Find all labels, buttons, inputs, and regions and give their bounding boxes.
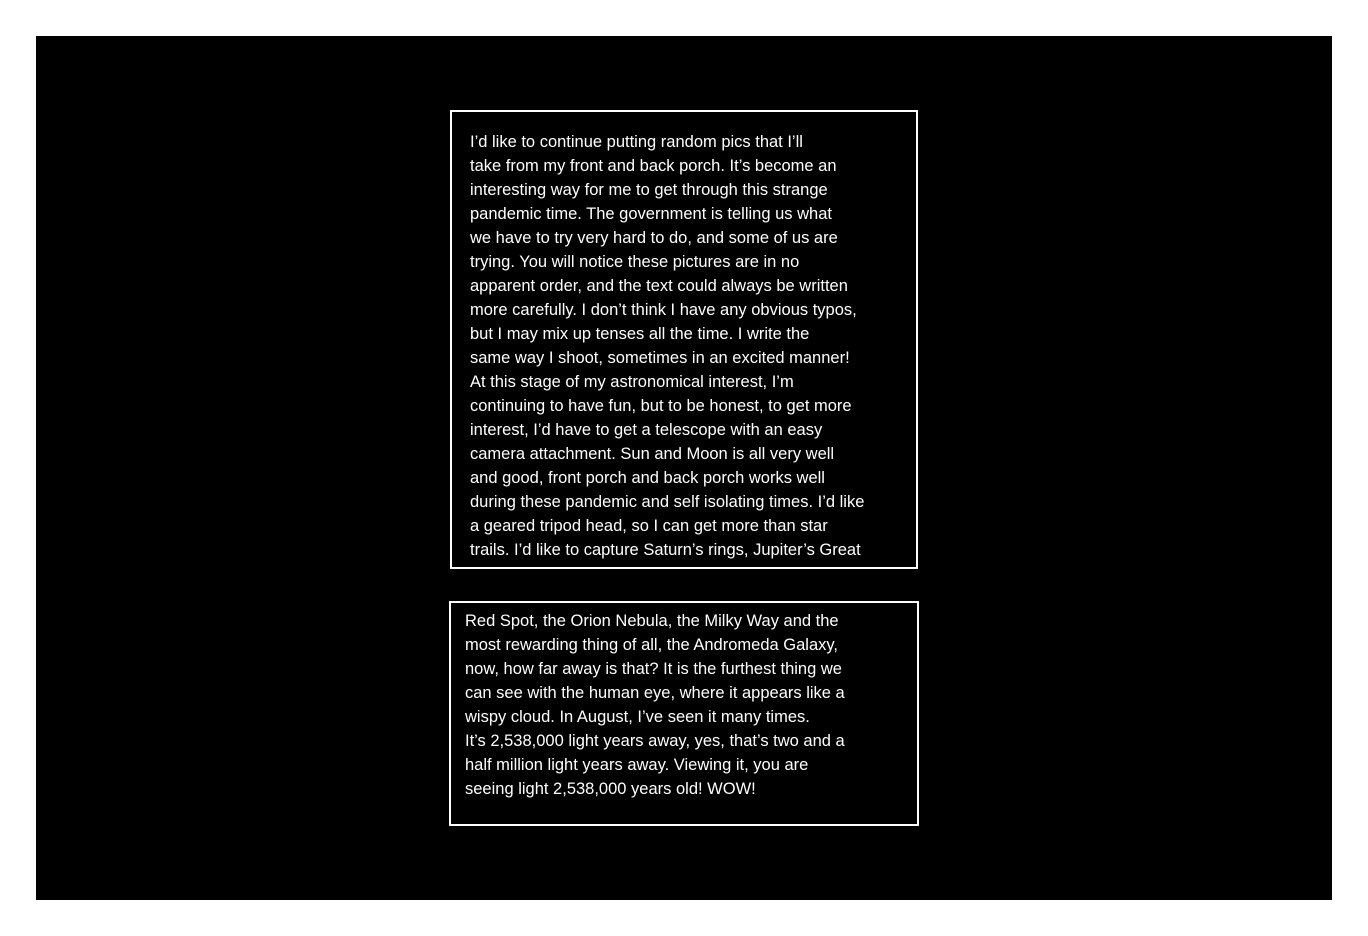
text-line: can see with the human eye, where it appears like a [465, 684, 845, 702]
text-line: take from my front and back porch. It’s become an [470, 157, 837, 175]
text-line: It’s 2,538,000 light years away, yes, that’s two and a [465, 732, 845, 750]
text-line: now, how far away is that? It is the furthest thing we [465, 660, 842, 678]
text-box-lower [449, 601, 919, 826]
text-line: camera attachment. Sun and Moon is all very well [470, 445, 835, 463]
text-line: a geared tripod head, so I can get more than star [470, 517, 828, 535]
text-line: trails. I’d like to capture Saturn’s rings, Jupiter’s Great [470, 541, 861, 559]
text-line: apparent order, and the text could always be written [470, 277, 848, 295]
text-line: Red Spot, the Orion Nebula, the Milky Way and the [465, 612, 839, 630]
text-line: during these pandemic and self isolating times. I’d like [470, 493, 865, 511]
text-box-upper [450, 110, 918, 569]
text-line: interest, I’d have to get a telescope with an easy [470, 421, 823, 439]
text-line: trying. You will notice these pictures are in no [470, 253, 800, 271]
text-line: interesting way for me to get through this strange [470, 181, 828, 199]
text-line: half million light years away. Viewing it, you are [465, 756, 809, 774]
text-line: seeing light 2,538,000 years old! WOW! [465, 780, 756, 798]
text-line: we have to try very hard to do, and some of us are [470, 229, 838, 247]
text-line: At this stage of my astronomical interest, I’m [470, 373, 794, 391]
text-line: wispy cloud. In August, I’ve seen it many times. [465, 708, 810, 726]
text-line: I’d like to continue putting random pics that I’ll [470, 133, 803, 151]
slide [36, 36, 1332, 900]
text-line: continuing to have fun, but to be honest, to get more [470, 397, 852, 415]
text-line: same way I shoot, sometimes in an excited manner! [470, 349, 850, 367]
text-line: more carefully. I don’t think I have any obvious typos, [470, 301, 857, 319]
text-line: most rewarding thing of all, the Andromeda Galaxy, [465, 636, 838, 654]
text-line: but I may mix up tenses all the time. I write the [470, 325, 810, 343]
text-line: and good, front porch and back porch works well [470, 469, 825, 487]
text-line: pandemic time. The government is telling us what [470, 205, 832, 223]
